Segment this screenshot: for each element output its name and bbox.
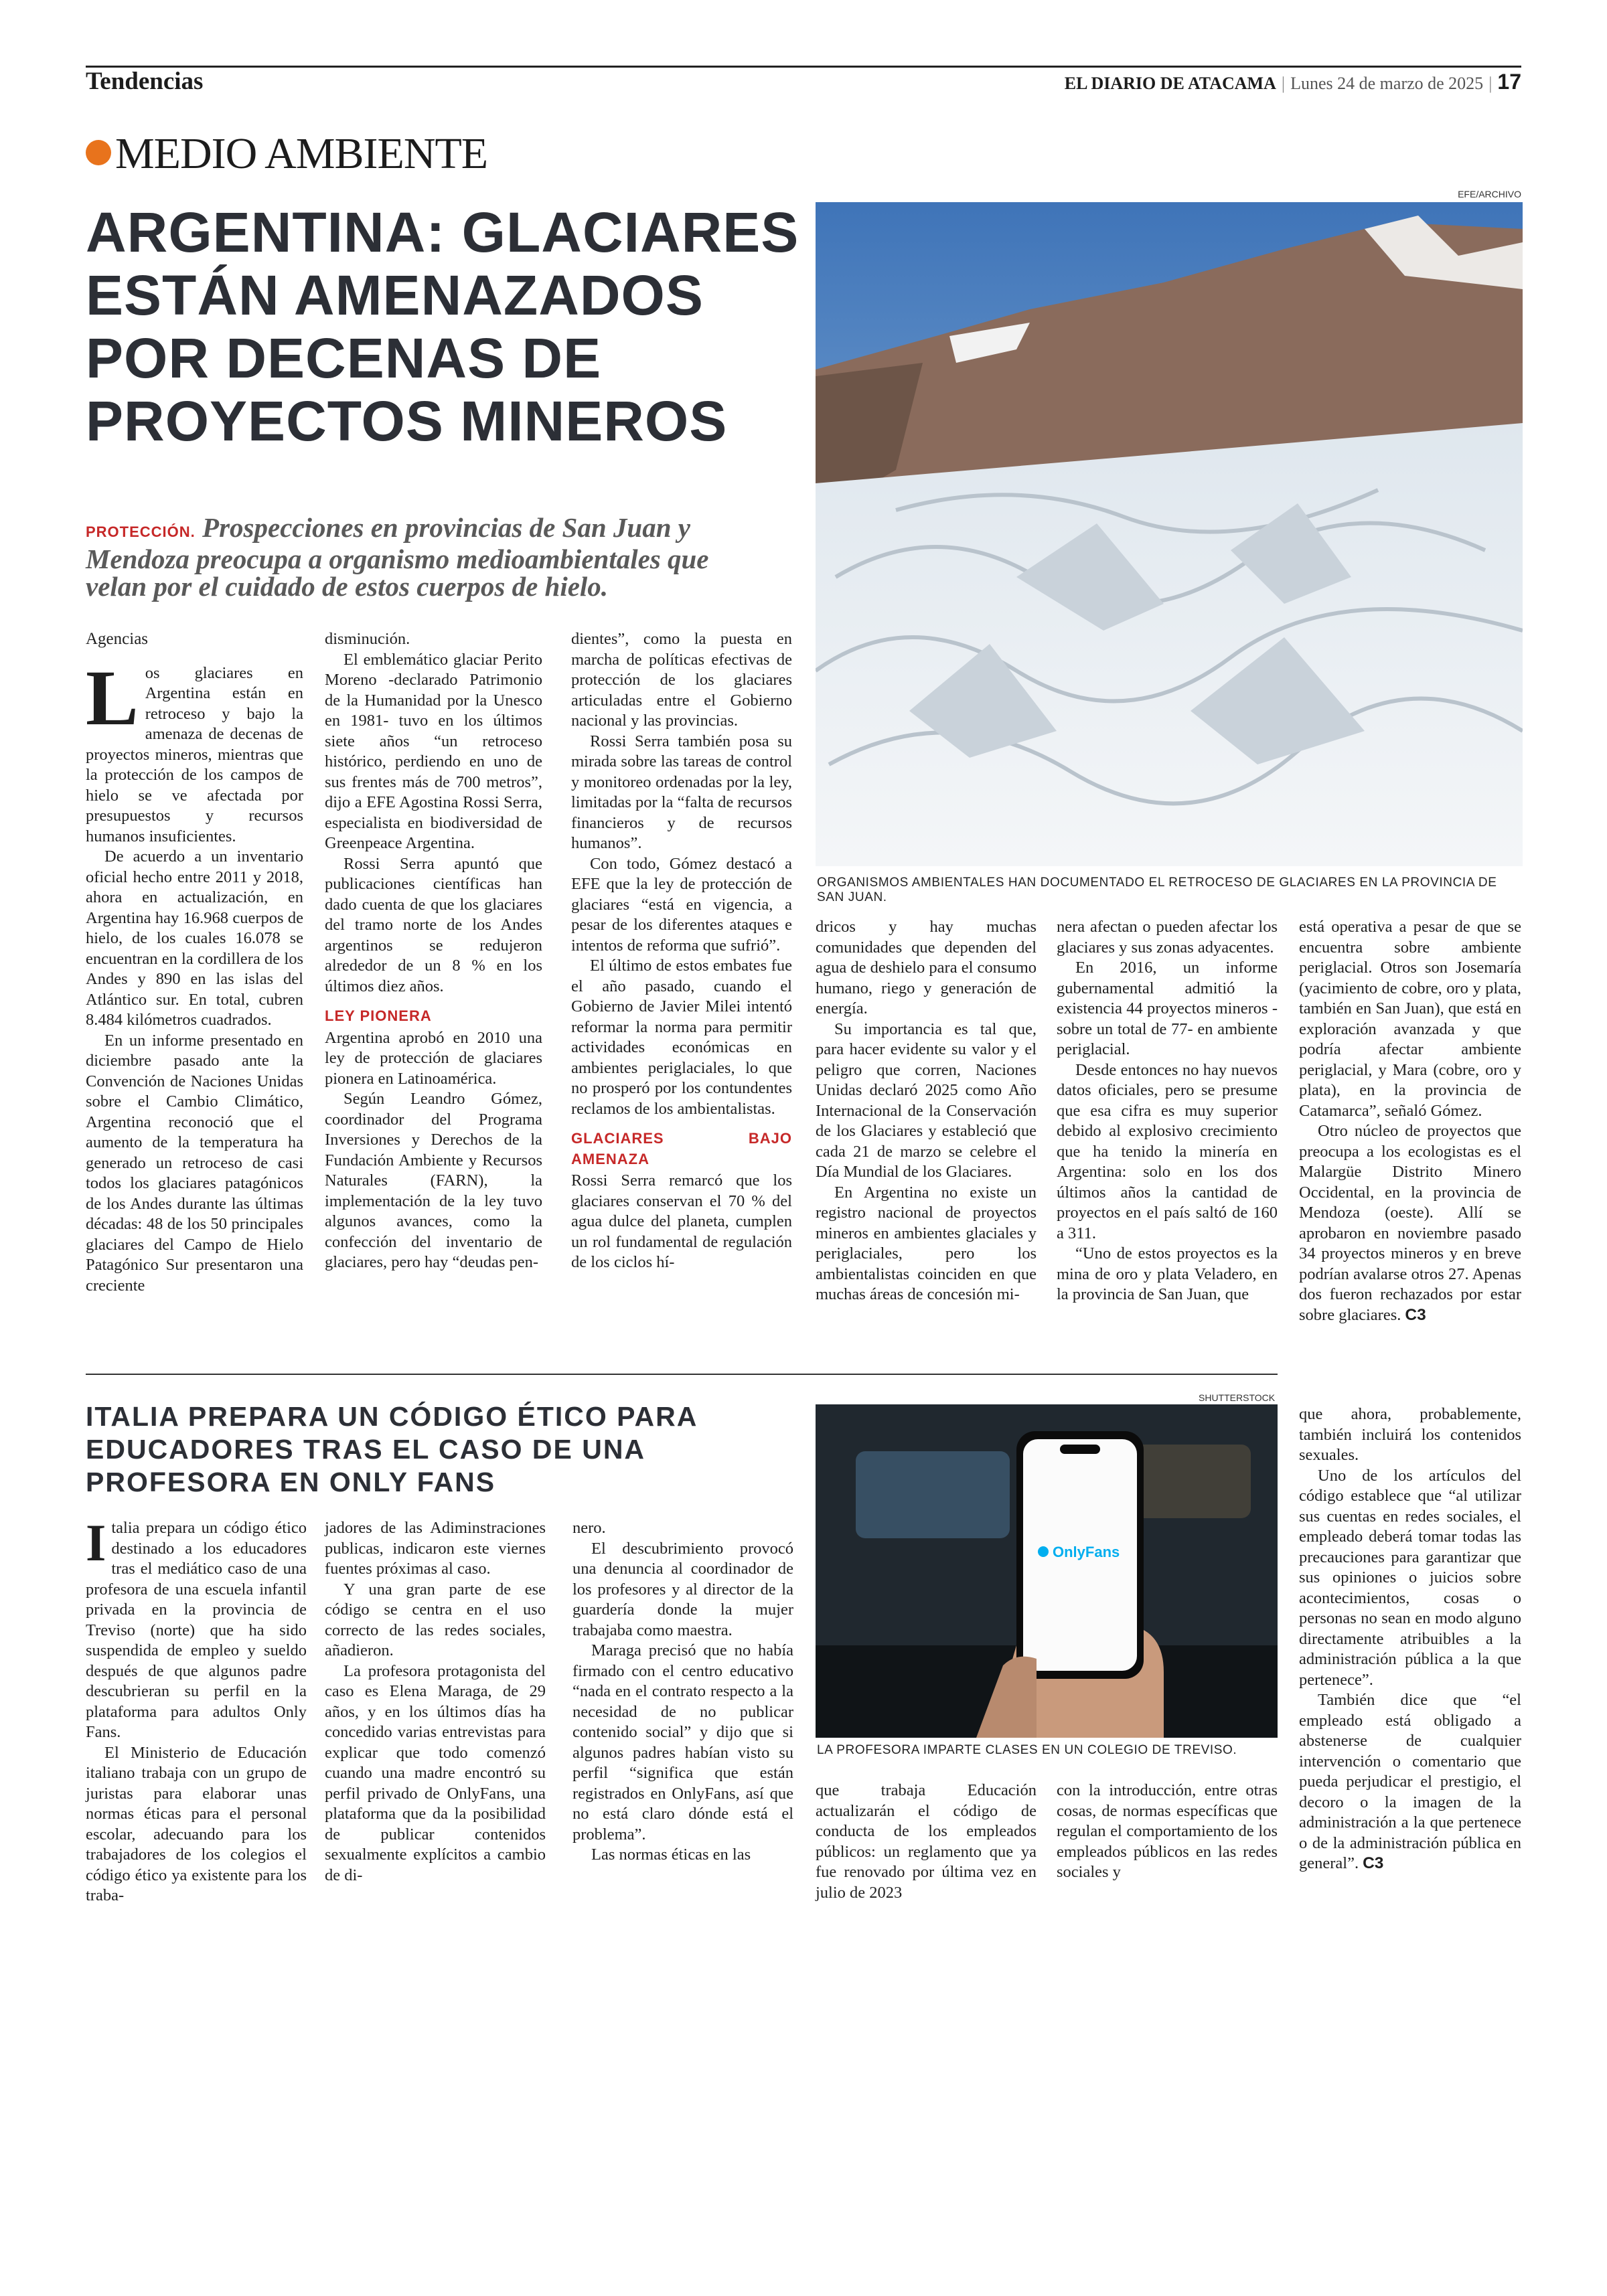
phone-photo xyxy=(816,1404,1278,1738)
paragraph: Rossi Serra apuntó que publicaciones científicas han dado cuenta de que los glaciares del tramo norte de los Andes argentinos se redujeron alrededor de un 8 % en los últimos diez años. xyxy=(325,854,542,995)
photo-credit: SHUTTERSTOCK xyxy=(1199,1392,1276,1403)
story2-column-3 xyxy=(572,1518,793,1866)
paragraph: jadores de las Adiminstraciones publicas, indicaron este viernes fuentes próximas al caso. xyxy=(325,1519,546,1578)
main-headline: ARGENTINA: GLACIARES ESTÁN AMENAZADOS POR DECENAS DE PROYECTOS MINEROS xyxy=(86,201,799,453)
story1-column-1 xyxy=(86,629,303,1296)
onlyfans-logo: OnlyFans xyxy=(1053,1544,1120,1560)
drop-cap: I xyxy=(86,1513,106,1572)
page-number: 17 xyxy=(1497,70,1521,94)
paragraph: El descubrimiento provocó una denuncia al coordinador de los profesores y al director de la guardería donde la mujer trabajaba como maestra. xyxy=(572,1539,793,1639)
story1-column-5 xyxy=(1057,917,1278,1305)
paragraph: Con todo, Gómez destacó a EFE que la ley de protección de glaciares “está en vigencia, a pesar de los diferentes ataques e intentos de reforma que sufrió”. xyxy=(571,854,792,955)
paragraph: Desde entonces no hay nuevos datos oficiales, pero se presume que esa cifra es muy superior debido al explosivo crecimiento que ha tenido la minería en Argentina: solo en los dos últimos años la cantidad de proyectos en el país saltó de 160 a 311. xyxy=(1057,1060,1278,1242)
paragraph: Según Leandro Gómez, coordinador del Programa Inversiones y Derechos de la Fundación Ambiente y Recursos Naturales (FARN), la implementación de la ley tuvo algunos avances, como la confección del inventario de glaciares, pero hay “deudas pen- xyxy=(325,1090,542,1271)
drop-cap: L xyxy=(86,653,139,742)
section-name: Tendencias xyxy=(86,68,204,95)
story1-column-4 xyxy=(816,917,1037,1305)
paragraph: De acuerdo a un inventario oficial hecho entre 2011 y 2018, ahora en actualización, en Argentina hay 16.968 cuerpos de hielo, de los cuales 16.078 se encuentran en la cordillera de los Andes y 890 en las islas del Atlántico sur. En total, cubren 8.484 kilómetros cuadrados. xyxy=(86,847,303,1029)
deck-tag: PROTECCIÓN. xyxy=(86,523,196,540)
paragraph: que ahora, probablemente, también incluirá los contenidos sexuales. xyxy=(1299,1405,1521,1464)
header-rule xyxy=(86,66,1521,68)
header-info: EL DIARIO DE ATACAMA | Lunes 24 de marzo de 2025 | 17 xyxy=(1064,70,1521,94)
glacier-illustration xyxy=(816,202,1523,866)
story-kicker xyxy=(86,129,487,179)
story2-column-5 xyxy=(1057,1781,1278,1883)
byline: Agencias xyxy=(86,630,149,648)
paragraph: dientes”, como la puesta en marcha de políticas efectivas de protección de los glaciares articuladas entre el Gobierno nacional y las provincias. xyxy=(571,630,792,730)
paragraph: Maraga precisó que no había firmado con el centro educativo “nada en el contrato respecto a la necesidad de no publicar contenido social” y dijo que si algunos padres habían visto su perfil “significa que están registrados en OnlyFans, así que no está claro dónde está el problema”. xyxy=(572,1641,793,1843)
kicker-bullet-icon xyxy=(86,140,111,165)
story2-column-4 xyxy=(816,1781,1037,1903)
paragraph: La profesora protagonista del caso es Elena Maraga, de 29 años, y en los últimos días ha concedido varias entrevistas para explicar que todo comenzó cuando una madre encontró su perfil privado de OnlyFans, una plataforma que da la posibilidad de publicar contenidos sexualmente explícitos a cambio de di- xyxy=(325,1661,546,1884)
paragraph: Uno de los artículos del código establece que “al utilizar sus cuentas en redes sociales, el empleado deberá tomar todas las precauciones para garantizar que sus opiniones o juicios sobre acontecimientos, cosas o personas no sean en modo alguno directamente atribuibles a la administración pública a la que pertenece”. xyxy=(1299,1466,1521,1689)
story2-column-6 xyxy=(1299,1404,1521,1874)
paragraph: También dice que “el empleado está obligado a abstenerse de cualquier intervención o comentario que pueda perjudicar el prestigio, el decoro o la imagen de la administración a la que pertenece o de la administración pública en general”. C3 xyxy=(1299,1691,1521,1872)
photo-caption: LA PROFESORA IMPARTE CLASES EN UN COLEGIO DE TREVISO. xyxy=(817,1743,1237,1757)
paragraph: nero. xyxy=(572,1519,606,1537)
paragraph: está operativa a pesar de que se encuentra sobre ambiente periglacial. Otros son Josemaría (yacimiento de cobre, oro y plata, también en San Juan), que está en exploración avanzada y que podría afectar ambiente periglacial, y Mara (cobre, oro y plata), en la provincia de Catamarca”, señaló Gómez. xyxy=(1299,918,1521,1120)
paragraph: con la introducción, entre otras cosas, de normas específicas que regulan el comportamiento de los empleados públicos en las redes sociales y xyxy=(1057,1781,1278,1881)
paragraph: que trabaja Educación actualizarán el código de conducta de los empleados públicos: un reglamento que ya fue renovado por última vez en julio de 2023 xyxy=(816,1781,1037,1902)
paragraph: Su importancia es tal que, para hacer evidente su valor y el peligro que corren, Naciones Unidas declaró 2025 como Año Internacional de la Conservación de los Glaciares y estableció que cada 21 de marzo se celebre el Día Mundial de los Glaciares. xyxy=(816,1019,1037,1181)
paragraph: En Argentina no existe un registro nacional de proyectos mineros en ambientes glaciales y periglaciales, pero los ambientalistas coinciden en que muchas áreas de concesión mi- xyxy=(816,1183,1037,1303)
paragraph: nera afectan o pueden afectar los glaciares y sus zonas adyacentes. xyxy=(1057,918,1278,957)
story-divider xyxy=(86,1374,1278,1375)
paragraph: Y una gran parte de ese código se centra en el uso correcto de las redes sociales, añadieron. xyxy=(325,1580,546,1659)
paragraph: En un informe presentado en diciembre pasado ante la Convención de Naciones Unidas sobre el Cambio Climático, Argentina reconoció que el aumento de la temperatura ha generado un retroceso de casi todos los glaciares patagónicos de los Andes durante las últimas décadas: 48 de los 50 principales glaciares del Campo de Hielo Patagónico Sur presentaron una creciente xyxy=(86,1031,303,1295)
paragraph: Italia prepara un código ético destinado a los educadores tras el mediático caso de una profesora de una escuela infantil privada en la provincia de Treviso (norte) que ha sido suspendida de empleo y sueldo después de que algunos padre descubrieran su perfil en la plataforma para adultos Only Fans. xyxy=(86,1513,307,1741)
publication-name: EL DIARIO DE ATACAMA xyxy=(1064,74,1276,93)
paragraph: Los glaciares en Argentina están en retroceso y bajo la amenaza de decenas de proyectos mineros, mientras que la protección de los campos de hielo se ve afectada por presupuestos y recursos humanos insuficientes. xyxy=(86,653,303,845)
story1-column-3 xyxy=(571,629,792,1273)
paragraph: Argentina aprobó en 2010 una ley de protección de glaciares pionera en Latinoamérica. xyxy=(325,1028,542,1088)
subheading: GLACIARES BAJO AMENAZA xyxy=(571,1130,792,1167)
story-deck xyxy=(86,514,769,600)
subheading: LEY PIONERA xyxy=(325,1007,432,1024)
paragraph: El Ministerio de Educación italiano trabaja con un grupo de juristas para elaborar unas normas éticas para el personal escolar, adecuando para los trabajadores de los colegios el código ético ya existente para los traba- xyxy=(86,1743,307,1904)
end-mark: C3 xyxy=(1363,1854,1384,1872)
paragraph: dricos y hay muchas comunidades que dependen del agua de deshielo para el consumo humano, riego y generación de energía. xyxy=(816,918,1037,1017)
story2-column-1 xyxy=(86,1513,307,1906)
story1-column-6 xyxy=(1299,917,1521,1325)
paragraph: En 2016, un informe gubernamental admitió la existencia 44 proyectos mineros -sobre un total de 77- en ambiente periglacial. xyxy=(1057,959,1278,1058)
secondary-headline: ITALIA PREPARA UN CÓDIGO ÉTICO PARA EDUCADORES TRAS EL CASO DE UNA PROFESORA EN ONLY FANS xyxy=(86,1401,697,1497)
kicker-text: MEDIO AMBIENTE xyxy=(115,129,488,178)
story2-column-2 xyxy=(325,1518,546,1886)
paragraph: “Uno de estos proyectos es la mina de oro y plata Veladero, en la provincia de San Juan, que xyxy=(1057,1244,1278,1303)
end-mark: C3 xyxy=(1405,1305,1426,1324)
paragraph: Otro núcleo de proyectos que preocupa a los ecologistas es el Malargüe Distrito Minero Occidental, en la provincia de Mendoza (oeste). Allí se aprobaron en noviembre pasado 34 proyectos mineros y en breve podrían avalarse otros 27. Apenas dos fueron rechazados por estar sobre glaciares. C3 xyxy=(1299,1122,1521,1324)
paragraph: El emblemático glaciar Perito Moreno -declarado Patrimonio de la Humanidad por la Unesco en 1981- tuvo en los últimos siete años “un retroceso histórico, perdiendo en uno de sus frentes más de 700 metros”, dijo a EFE Agostina Rossi Serra, especialista en biodiversidad de Greenpeace Argentina. xyxy=(325,650,542,852)
photo-credit: EFE/ARCHIVO xyxy=(1458,189,1521,199)
glacier-photo xyxy=(816,202,1523,866)
photo-caption: ORGANISMOS AMBIENTALES HAN DOCUMENTADO EL RETROCESO DE GLACIARES EN LA PROVINCIA DE SAN JUAN. xyxy=(817,876,1497,904)
paragraph: El último de estos embates fue el año pasado, cuando el Gobierno de Javier Milei intentó reformar la norma para permitir actividades económicas en ambientes periglaciales, lo que no prosperó por los contundentes reclamos de los ambientalistas. xyxy=(571,957,792,1118)
phone-illustration xyxy=(816,1404,1278,1738)
deck-text: Prospecciones en provincias de San Juan y Mendoza preocupa a organismo medioambientales que velan por el cuidado de estos cuerpos de hielo. xyxy=(86,512,709,602)
paragraph: Rossi Serra remarcó que los glaciares conservan el 70 % del agua dulce del planeta, cumplen un rol fundamental de regulación de los ciclos hí- xyxy=(571,1171,792,1271)
story1-column-2 xyxy=(325,629,542,1273)
issue-date: Lunes 24 de marzo de 2025 xyxy=(1290,74,1484,93)
paragraph: Rossi Serra también posa su mirada sobre las tareas de control y monitoreo ordenadas por la ley, limitadas por la “falta de recursos financieros y de recursos humanos”. xyxy=(571,732,792,852)
paragraph: Las normas éticas en las xyxy=(591,1846,751,1864)
paragraph: disminución. xyxy=(325,630,410,648)
